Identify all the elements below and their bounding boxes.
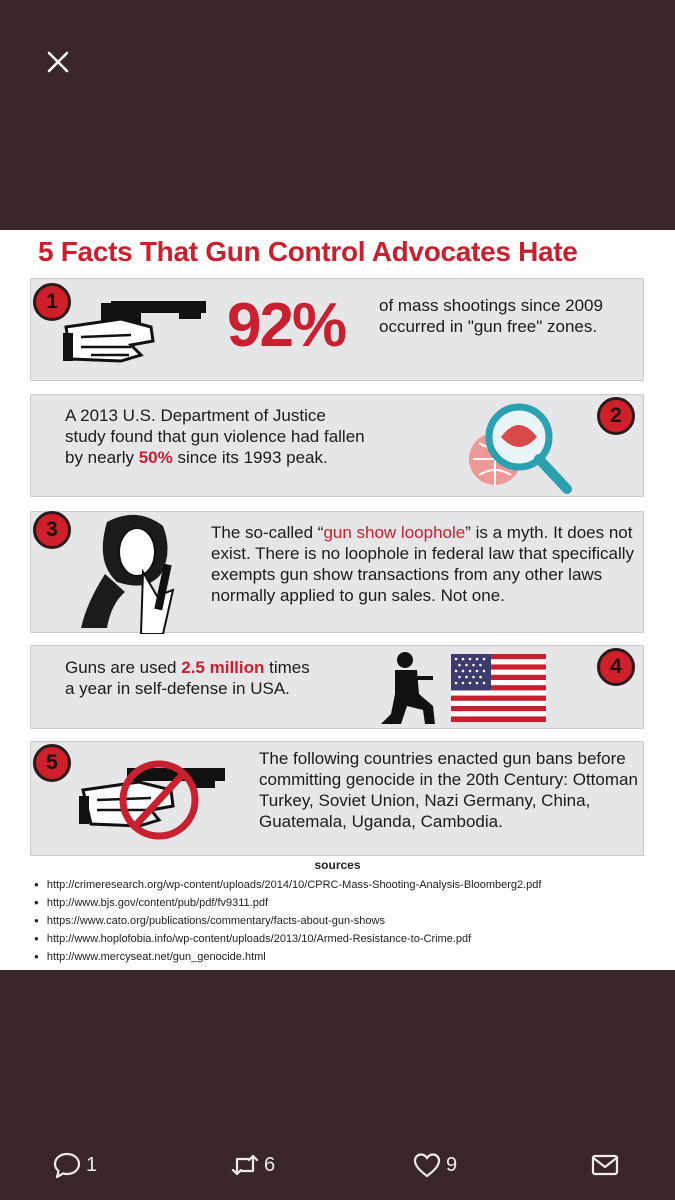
like-button[interactable] — [412, 1150, 457, 1180]
direct-message-button[interactable] — [590, 1150, 624, 1180]
fact-1-text: of mass shootings since 2009 occurred in "gun free" zones. — [379, 296, 603, 336]
fact-panel-3 — [30, 511, 644, 633]
handgun-hand-icon — [61, 297, 211, 367]
fact-number-badge: 4 — [597, 648, 635, 686]
fact-number-badge: 5 — [33, 744, 71, 782]
source-item: ● http://www.bjs.gov/content/pub/pdf/fv9311.pdf — [34, 894, 541, 912]
fact-panel-2 — [30, 394, 644, 497]
retweet-icon — [230, 1150, 260, 1180]
reply-count: 1 — [86, 1153, 98, 1176]
tweet-action-bar — [0, 1140, 675, 1190]
source-item: ● http://www.hoplofobia.info/wp-content/uploads/2013/10/Armed-Resistance-to-Crime.pdf — [34, 930, 541, 948]
like-count: 9 — [446, 1153, 458, 1176]
source-item: ● https://www.cato.org/publications/commentary/facts-about-gun-shows — [34, 912, 541, 930]
fact-5-text: The following countries enacted gun bans before committing genocide in the 20th Century: Ottoman Turkey, Soviet Union, Nazi Germany, China, Guatemala, Uganda, Cambodia. — [259, 749, 638, 831]
retweet-count: 6 — [264, 1153, 276, 1176]
sources-list — [34, 876, 541, 966]
sources-heading: sources — [314, 858, 361, 872]
fact-panel-5 — [30, 741, 644, 856]
close-button[interactable] — [40, 44, 76, 80]
retweet-button[interactable] — [230, 1150, 275, 1180]
kneeling-soldier-icon — [379, 650, 439, 726]
fact-number-badge: 2 — [597, 397, 635, 435]
fact-number-badge: 1 — [33, 283, 71, 321]
fact-2-text: A 2013 U.S. Department of Justice study found that gun violence had fallen by nearly 50% since its 1993 peak. — [65, 406, 365, 467]
reply-icon — [52, 1150, 82, 1180]
magnifier-globe-icon — [459, 397, 579, 497]
no-guns-icon — [79, 754, 229, 844]
stat-92-percent: 92% — [227, 291, 346, 360]
fact-4-text: Guns are used 2.5 million times a year in self-defense in USA. — [65, 658, 310, 698]
fact-panel-4 — [30, 645, 644, 729]
fact-3-text: The so-called “gun show loophole” is a myth. It does not exist. There is no loophole in federal law that specifically exempts gun show transactions from any other laws normally applied to gun sales. Not one. — [211, 523, 635, 605]
heart-icon — [412, 1150, 442, 1180]
reply-button[interactable] — [52, 1150, 97, 1180]
source-item: ● http://www.mercyseat.net/gun_genocide.html — [34, 948, 541, 966]
fact-panel-1 — [30, 278, 644, 381]
envelope-icon — [590, 1150, 620, 1180]
fact-number-badge: 3 — [33, 511, 71, 549]
us-flag-icon — [451, 654, 546, 722]
infographic-image[interactable] — [0, 230, 675, 970]
close-icon — [40, 44, 76, 80]
woman-with-pistol-icon — [77, 512, 187, 634]
infographic-title: 5 Facts That Gun Control Advocates Hate — [38, 236, 578, 267]
source-item: ● http://crimeresearch.org/wp-content/uploads/2014/10/CPRC-Mass-Shooting-Analysis-Bloomberg2.pdf — [34, 876, 541, 894]
